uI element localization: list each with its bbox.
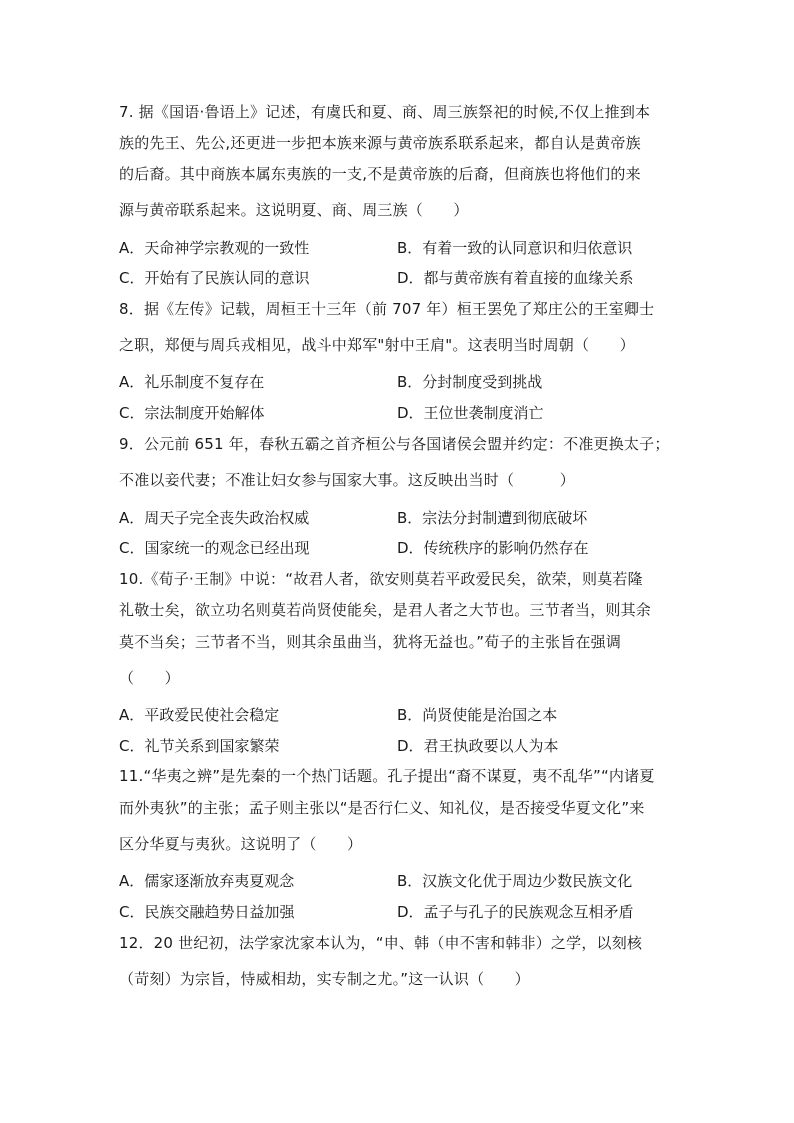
question-11-option-c: C．民族交融趋势日益加强 bbox=[119, 903, 295, 921]
question-10-line-3: 莫不当矣；三节者不当，则其余虽曲当，犹将无益也。”荀子的主张旨在强调 bbox=[119, 633, 622, 651]
question-7-line-4: 源与黄帝联系起来。这说明夏、商、周三族（ ） bbox=[119, 201, 469, 219]
question-8-option-a: A．礼乐制度不复存在 bbox=[119, 373, 265, 391]
question-10-line-2: 礼敬士矣，欲立功名则莫若尚贤使能矣，是君人者之大节也。三节者当，则其余 bbox=[119, 601, 652, 619]
question-9-option-c: C．国家统一的观念已经出现 bbox=[119, 539, 310, 557]
question-9-option-d: D．传统秩序的影响仍然存在 bbox=[397, 539, 589, 557]
question-8-option-c: C．宗法制度开始解体 bbox=[119, 404, 265, 422]
question-7-option-d: D．都与黄帝族有着直接的血缘关系 bbox=[397, 269, 634, 287]
question-10-line-4: （ ） bbox=[119, 669, 180, 687]
question-11-line-2: 而外夷狄”的主张；孟子则主张以“是否行仁义、知礼仪，是否接受华夏文化”来 bbox=[119, 799, 645, 817]
question-7-line-2: 族的先王、先公,还更进一步把本族来源与黄帝族系联系起来，都自认是黄帝族 bbox=[119, 134, 641, 152]
question-7-option-c: C．开始有了民族认同的意识 bbox=[119, 269, 310, 287]
question-8-option-d: D．王位世袭制度消亡 bbox=[397, 404, 544, 422]
question-11-option-a: A．儒家逐渐放弃夷夏观念 bbox=[119, 872, 295, 890]
question-10-option-c: C．礼节关系到国家繁荣 bbox=[119, 737, 280, 755]
question-9-option-b: B．宗法分封制遭到彻底破坏 bbox=[397, 509, 588, 527]
question-10-option-b: B．尚贤使能是治国之本 bbox=[397, 706, 558, 724]
question-12-line-1: 12．20 世纪初，法学家沈家本认为，“申、韩（申不害和韩非）之学，以刻核 bbox=[119, 934, 643, 952]
question-10-option-d: D．君王执政要以人为本 bbox=[397, 737, 559, 755]
question-7-line-1: 7. 据《国语·鲁语上》记述，有虞氏和夏、商、周三族祭祀的时候,不仅上推到本 bbox=[119, 103, 651, 121]
question-8-line-2: 之职，郑便与周兵戎相见，战斗中郑军"射中王肩"。这表明当时周朝（ ） bbox=[119, 336, 635, 354]
question-11-line-1: 11.“华夷之辨”是先秦的一个热门话题。孔子提出“裔不谋夏，夷不乱华”“内诸夏 bbox=[119, 767, 655, 785]
question-11-option-d: D．孟子与孔子的民族观念互相矛盾 bbox=[397, 903, 634, 921]
question-10-line-1: 10.《荀子·王制》中说：“故君人者，欲安则莫若平政爱民矣，欲荣，则莫若隆 bbox=[119, 570, 643, 588]
question-12-line-2: （苛刻）为宗旨，恃威相劫，实专制之尤。”这一认识（ ） bbox=[119, 970, 530, 988]
question-7-line-3: 的后裔。其中商族本属东夷族的一支,不是黄帝族的后裔，但商族也将他们的来 bbox=[119, 165, 641, 183]
question-8-line-1: 8．据《左传》记载，周桓王十三年（前 707 年）桓王罢免了郑庄公的王室卿士 bbox=[119, 300, 655, 318]
question-10-option-a: A．平政爱民使社会稳定 bbox=[119, 706, 280, 724]
question-9-option-a: A．周天子完全丧失政治权威 bbox=[119, 509, 310, 527]
question-9-line-2: 不准以妾代妻；不准让妇女参与国家大事。这反映出当时（ ） bbox=[119, 471, 576, 489]
question-7-option-b: B．有着一致的认同意识和归依意识 bbox=[397, 239, 633, 257]
question-7-option-a: A．天命神学宗教观的一致性 bbox=[119, 239, 310, 257]
question-8-option-b: B．分封制度受到挑战 bbox=[397, 373, 543, 391]
question-9-line-1: 9．公元前 651 年，春秋五霸之首齐桓公与各国诸侯会盟并约定：不准更换太子； bbox=[119, 435, 670, 453]
question-11-line-3: 区分华夏与夷狄。这说明了（ ） bbox=[119, 835, 363, 853]
question-11-option-b: B．汉族文化优于周边少数民族文化 bbox=[397, 872, 633, 890]
